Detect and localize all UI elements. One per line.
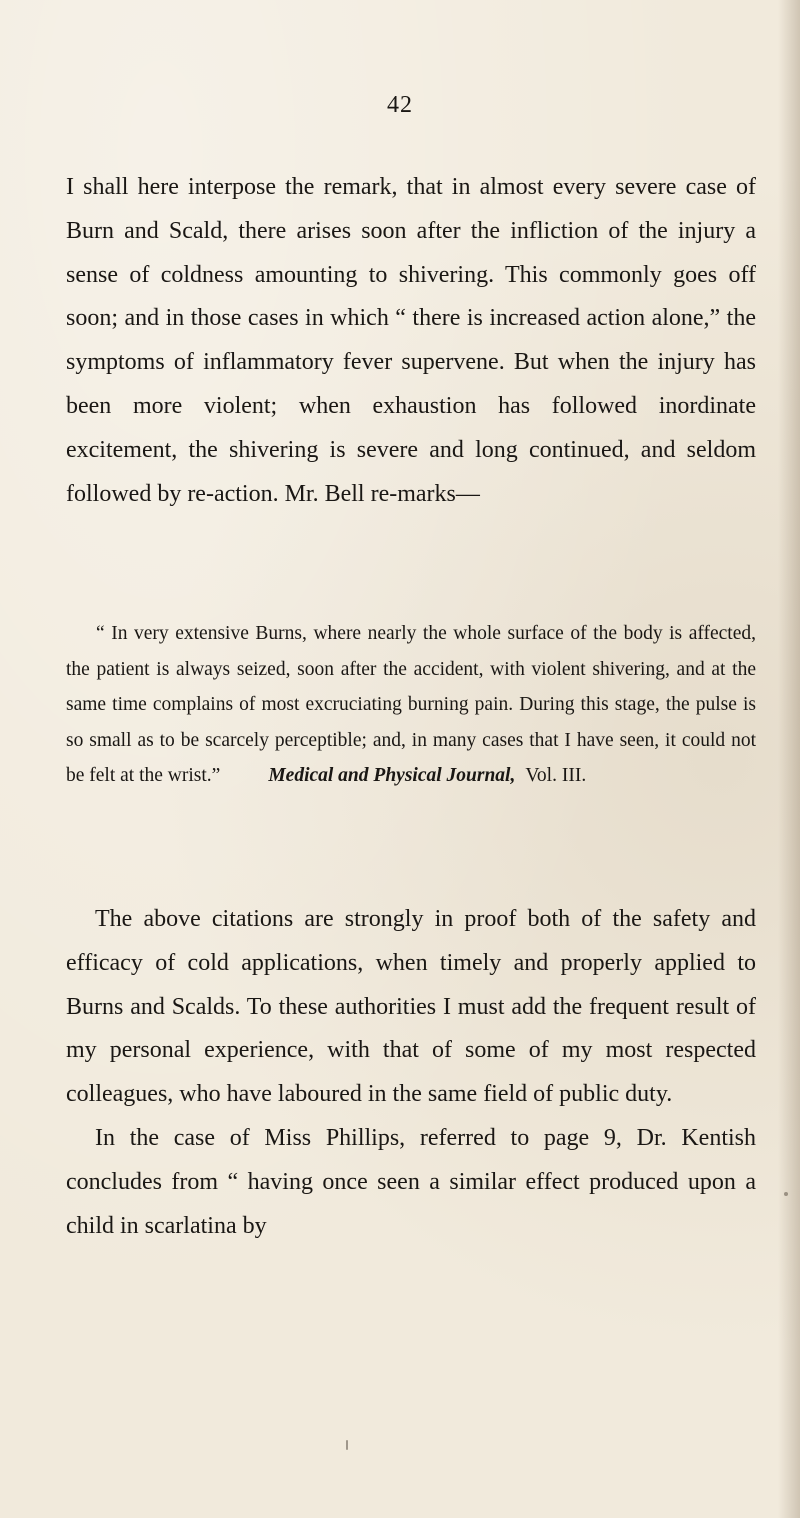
- quote-block: [66, 616, 756, 794]
- quote-volume: Vol. III.: [525, 765, 587, 786]
- page-number: 42: [387, 92, 413, 118]
- ink-speck: [346, 1440, 348, 1450]
- phillips-paragraph: In the case of Miss Phillips, referred to page 9, Dr. Kentish concludes from “ having once seen a similar effect produced upon a child in scarlatina by: [66, 1124, 756, 1239]
- quoted-passage: [66, 616, 756, 794]
- citations-paragraph: The above citations are strongly in proof both of the safety and efficacy of cold applications, when timely and properly applied to Burns and Scalds. To these authorities I must add the frequent result of my personal experience, with that of some of my most respected colleagues, who have laboured in the same field of public duty.: [66, 906, 756, 1108]
- opening-paragraph: I shall here interpose the remark, that in almost every severe case of Burn and Scald, there arises soon after the infliction of the injury a sense of coldness amounting to shivering. This commonly goes off soon; and in those cases in which “ there is increased action alone,” the symptoms of inflammatory fever supervene. But when the injury has been more violent; when exhaustion has followed inordinate excitement, the shivering is severe and long continued, and seldom followed by re-action. Mr. Bell re-marks—: [66, 174, 756, 507]
- page-edge-shadow: [778, 0, 800, 1518]
- quote-source: Medical and Physical Journal,: [268, 765, 516, 786]
- opening-paragraph-block: [66, 166, 756, 516]
- quote-text: “ In very extensive Burns, where nearly the whole surface of the body is affected, the patient is always seized, soon after the accident, with violent shivering, and at the same time complains of most excruciating burning pain. During this stage, the pulse is so small as to be scarcely perceptible; and, in many cases that I have seen, it could not be felt at the wrist.”: [66, 623, 756, 786]
- citations-paragraph-block: [66, 898, 756, 1248]
